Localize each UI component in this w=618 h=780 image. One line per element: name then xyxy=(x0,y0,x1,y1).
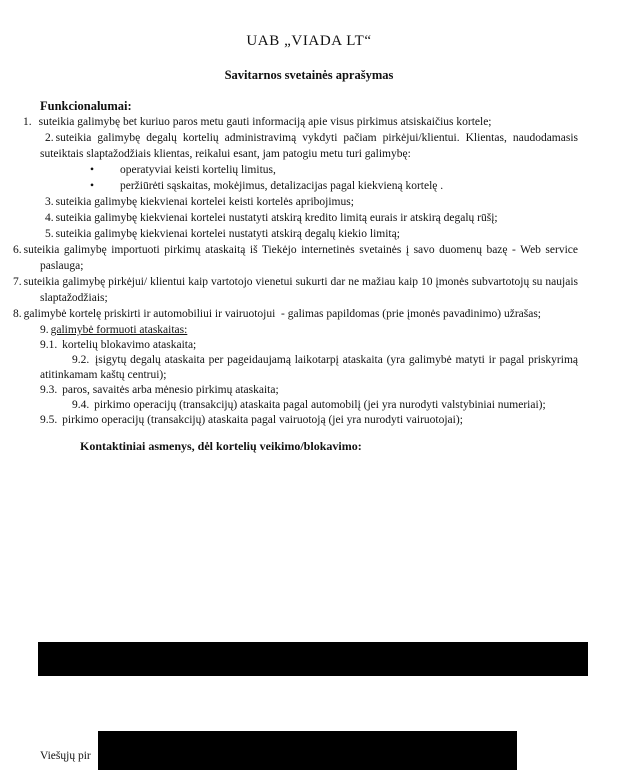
subitem-9-5-number: 9.5. xyxy=(40,414,58,426)
contact-heading: Kontaktiniai asmenys, dėl kortelių veikimo/blokavimo: xyxy=(80,439,362,453)
list-item-8 xyxy=(13,306,578,322)
item-5-number: 5. xyxy=(45,228,54,240)
item-2-number: 2. xyxy=(45,132,54,144)
subitem-9-1-number: 9.1. xyxy=(40,339,58,351)
item-1-text: suteikia galimybę bet kuriuo paros metu gauti informaciją apie visus pirkimus atsiskaičius kortele; xyxy=(38,116,492,128)
document-subtitle: Savitarnos svetainės aprašymas xyxy=(224,68,394,82)
subitem-9-3 xyxy=(40,383,578,398)
item-8-text: galimybė kortelę priskirti ir automobiliui ir vairuotojui - galimas papildomas (prie įmonės pavadinimo) užrašas; xyxy=(23,308,542,320)
list-item-9 xyxy=(40,322,578,338)
document-title: UAB „VIADA LT“ xyxy=(246,33,372,49)
subitem-9-5 xyxy=(40,413,578,428)
item-7-text: suteikia galimybę pirkėjui/ klientui kaip vartotojo vienetui sukurti dar ne mažiau kaip 10 įmonės subvartotojų su naujais slaptažodžiais; xyxy=(23,276,578,304)
item-3-number: 3. xyxy=(45,196,54,208)
item-1-number: 1. xyxy=(23,116,32,128)
list-item-1 xyxy=(23,114,578,130)
item-4-text: suteikia galimybę kiekvienai kortelei nustatyti atskirą kredito limitą eurais ir atskirą degalų rūšį; xyxy=(55,212,498,224)
item-5-text: suteikia galimybę kiekvienai kortelei nustatyti atskirą degalų kiekio limitą; xyxy=(55,228,400,240)
subitem-9-3-text: paros, savaitės arba mėnesio pirkimų ataskaita; xyxy=(62,384,279,396)
list-item-5 xyxy=(40,226,578,242)
subitem-9-1 xyxy=(40,338,578,353)
item-8-number: 8. xyxy=(13,308,22,320)
subitem-9-1-text: kortelių blokavimo ataskaita; xyxy=(62,339,197,351)
item-9-number: 9. xyxy=(40,324,49,336)
list-item-4 xyxy=(40,210,578,226)
list-item-3 xyxy=(40,194,578,210)
item-2-text: suteikia galimybę degalų kortelių administravimą vykdyti pačiam pirkėjui/klientui. Klientas, naudodamasis suteiktais slaptažodžiais klientas, reikalui esant, jam patogiu metu turi galimybę: xyxy=(40,132,578,160)
bottom-text: Viešųjų pir xyxy=(40,750,91,762)
redaction-box-1 xyxy=(38,642,588,676)
subitem-9-2-number: 9.2. xyxy=(72,354,90,366)
redaction-box-2 xyxy=(98,731,517,770)
subitem-9-4-text: pirkimo operacijų (transakcijų) ataskaita pagal automobilį (jei yra nurodyti valstybiniai numeriai); xyxy=(94,399,546,411)
bullet-item-1 xyxy=(90,162,578,178)
subitem-9-4-number: 9.4. xyxy=(72,399,90,411)
bullet-icon: • xyxy=(90,180,95,192)
item-9-text: galimybė formuoti ataskaitas: xyxy=(50,324,188,336)
item-3-text: suteikia galimybę kiekvienai kortelei keisti kortelės apribojimus; xyxy=(55,196,354,208)
list-item-6 xyxy=(13,242,578,274)
section-heading: Funkcionalumai: xyxy=(40,99,132,113)
subitem-9-4 xyxy=(40,398,578,413)
bullet-icon: • xyxy=(90,164,95,176)
bullet-item-2 xyxy=(90,178,578,194)
subitem-9-5-text: pirkimo operacijų (transakcijų) ataskaita pagal vairuotoją (jei yra nurodyti vairuotojai); xyxy=(62,414,463,426)
subitem-9-2-text: įsigytų degalų ataskaita per pageidaujamą laikotarpį ataskaita (yra galimybė matyti ir pagal priskyrimą atitinkamam kaštų centrui); xyxy=(40,354,578,381)
item-6-number: 6. xyxy=(13,244,22,256)
list-item-2 xyxy=(40,130,578,162)
item-7-number: 7. xyxy=(13,276,22,288)
list-item-7 xyxy=(13,274,578,306)
item-4-number: 4. xyxy=(45,212,54,224)
subitem-9-2 xyxy=(40,353,578,383)
report-subitems xyxy=(40,338,578,428)
bullet-1-text: operatyviai keisti kortelių limitus, xyxy=(120,164,276,176)
item-6-text: suteikia galimybę importuoti pirkimų ataskaitą iš Tiekėjo internetinės svetainės į savo duomenų bazę - Web service paslauga; xyxy=(23,244,578,272)
subitem-9-3-number: 9.3. xyxy=(40,384,58,396)
bullet-2-text: peržiūrėti sąskaitas, mokėjimus, detalizacijas pagal kiekvieną kortelę . xyxy=(120,180,444,192)
